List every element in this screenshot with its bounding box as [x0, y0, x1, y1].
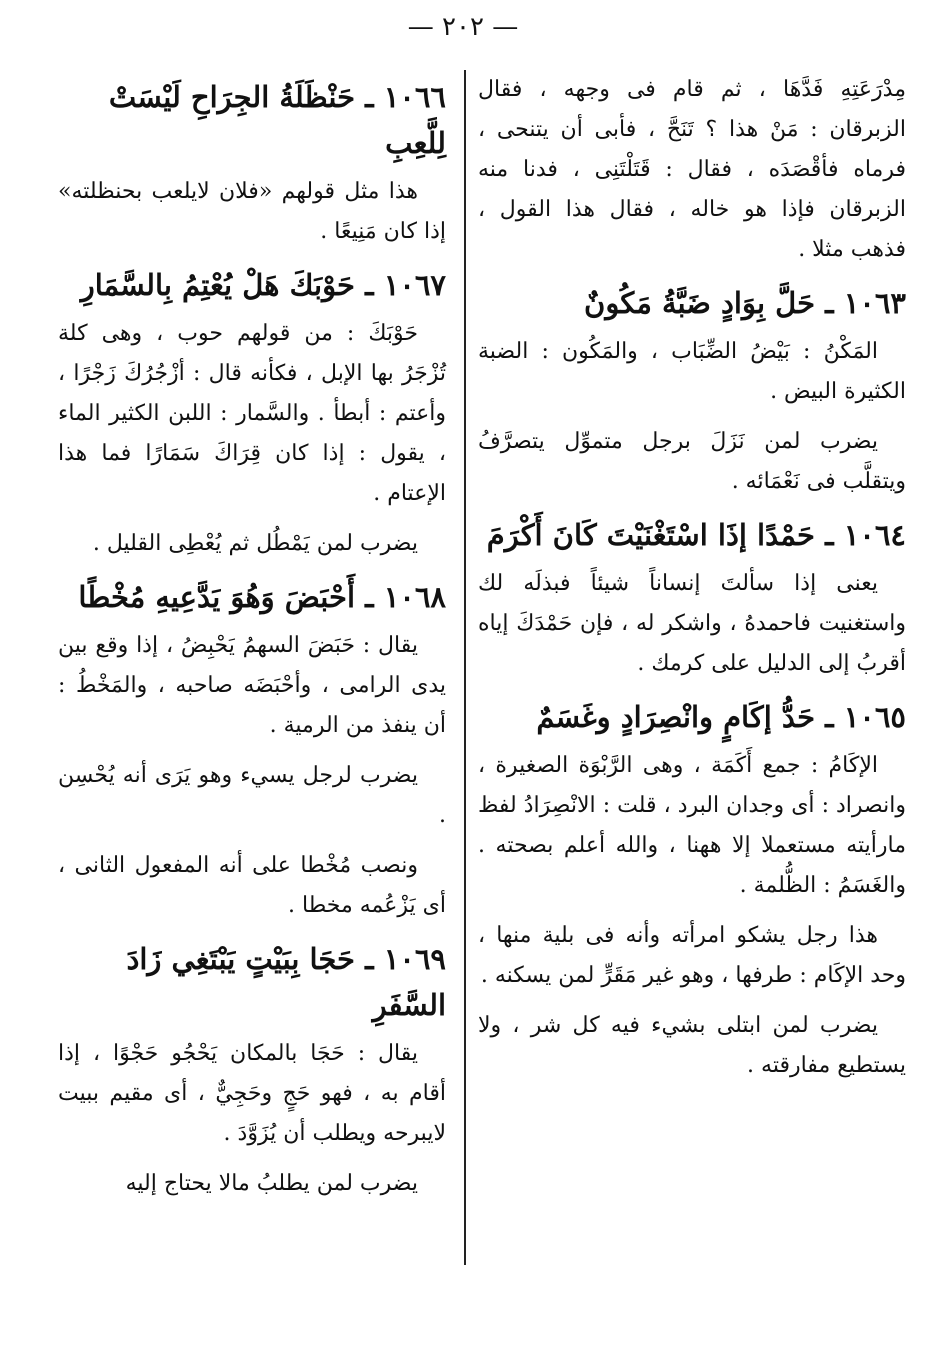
entry-paragraph: هذا رجل يشكو امرأته وأنه فى بلية منها ، وحد الإكَام : طرفها ، وهو غير مَقَرٍّ لمن يسكنه .: [478, 923, 906, 988]
entry-1066: [58, 74, 446, 252]
entry-usage: يضرب لمن نَزَلَ برجل متموِّل يتصرَّفُ ويتقلَّب فى نَعْمَائه .: [478, 429, 906, 494]
entry-heading: ١٠٦٩ ـ حَجَا بِبَيْتٍ يَبْتَغِي زَادَ السَّفَرِ: [126, 942, 446, 1022]
entry-usage: يضرب لمن يَمْطُل ثم يُعْطِى القليل .: [92, 531, 418, 556]
entry-usage: يضرب لمن ابتلى بشيء فيه كل شر ، ولا يستطيع مفارقته .: [478, 1013, 906, 1078]
continuation-paragraph: مِدْرَعَتِهِ فَدَّهَا ، ثم قام فى وجهه ، فقال الزبرقان : مَنْ هذا ؟ تَنَحَّ ، فأبى أن يتنحى ، فرماه فأقْصَدَه ، فقال : قَتَلْتَنِى ، فدنا منه الزبرقان فإذا هو خاله ، فقال هذا القول ، فذهب مثلا .: [478, 77, 906, 262]
entry-1068: [58, 574, 446, 926]
entry-paragraph: الإكَامُ : جمع أَكَمَة ، وهى الرَّبْوَة الصغيرة ، وانصراد : أى وجدان البرد ، قلت : الانْصِرَادُ لفظ مارأيته مستعملا إلا ههنا ، والله أعلم بصحته . والغَسَمُ : الظُّلمة .: [478, 753, 906, 898]
entry-paragraph: حَوْبَكَ : من قولهم حوب ، وهى كلة تُزْجَرُ بها الإبل ، فكأنه قال : أزْجُرُكَ زَجْرًا ، وأعتم : أبطأ . والسَّمار : اللبن الكثير الماء ، يقول : إذا كان قِرَاكَ سَمَارًا فما هذا الإعتام .: [58, 321, 446, 506]
entry-paragraph: هذا مثل قولهم «فلان لايلعب بحنظلته» إذا كان مَنِيعًا .: [58, 179, 446, 244]
entry-1067: [58, 262, 446, 564]
entry-heading: ١٠٦٤ ـ حَمْدًا إذَا اسْتَغْنَيْتَ كَانَ أَكْرَمَ: [486, 518, 906, 552]
entry-paragraph: يقال : حَجَا بالمكان يَحْجُو حَجْوًا ، إذا أقام به ، فهو حَجٍ وحَجِيٌّ ، أى مقيم ببيت لايبرحه ويطلب أن يُزَوَّدَ .: [58, 1041, 446, 1146]
entry-heading: ١٠٦٣ ـ حَلَّ بِوَادٍ ضَبَّةُ مَكُونٌ: [584, 286, 906, 320]
entry-heading: ١٠٦٧ ـ حَوْبَكَ هَلْ يُعْتِمُ بِالسَّمَارِ: [80, 268, 446, 302]
entry-heading: ١٠٦٦ ـ حَنْظَلَةُ الجِرَاحِ لَيْسَتْ لِلَّعِبِ: [108, 80, 446, 160]
entry-1069: [58, 936, 446, 1204]
entry-paragraph: يعنى إذا سألتَ إنساناً شيئاً فبذلَه لك واستغنيت فاحمدهُ ، واشكر له ، فإن حَمْدَكَ إياه أقربُ إلى الدليل على كرمك .: [478, 571, 906, 676]
entry-paragraph: ونصب مُخْطا على أنه المفعول الثانى ، أى يَزْعُمه مخطا .: [58, 853, 446, 918]
entry-1065: [478, 694, 906, 1086]
right-column: [478, 70, 906, 1096]
entry-usage: يضرب لمن يطلبُ مالا يحتاج إليه: [125, 1171, 418, 1196]
entry-heading: ١٠٦٨ ـ أَحْبَضَ وَهُوَ يَدَّعِيهِ مُخْطًا: [78, 580, 446, 614]
column-divider: [464, 70, 466, 1265]
entry-1063: [478, 280, 906, 502]
entry-paragraph: يقال : حَبَضَ السهمُ يَحْبِضُ ، إذا وقع بين يدى الرامى ، وأحْبَضَه صاحبه ، والمَخْطُ : أن ينفذ من الرمية .: [58, 633, 446, 738]
left-column: [58, 70, 446, 1214]
page-number: — ٢٠٢ —: [407, 12, 519, 42]
entry-usage: يضرب لرجل يسيء وهو يَرَى أنه يُحْسِن .: [58, 763, 446, 828]
entry-1064: [478, 512, 906, 684]
entry-paragraph: المَكْنُ : بَيْضُ الضِّبَاب ، والمَكُون : الضبة الكثيرة البيض .: [478, 339, 906, 404]
entry-heading: ١٠٦٥ ـ حَدُّ إكَامٍ وانْصِرَادٍ وغَسَمٌ: [536, 700, 906, 734]
